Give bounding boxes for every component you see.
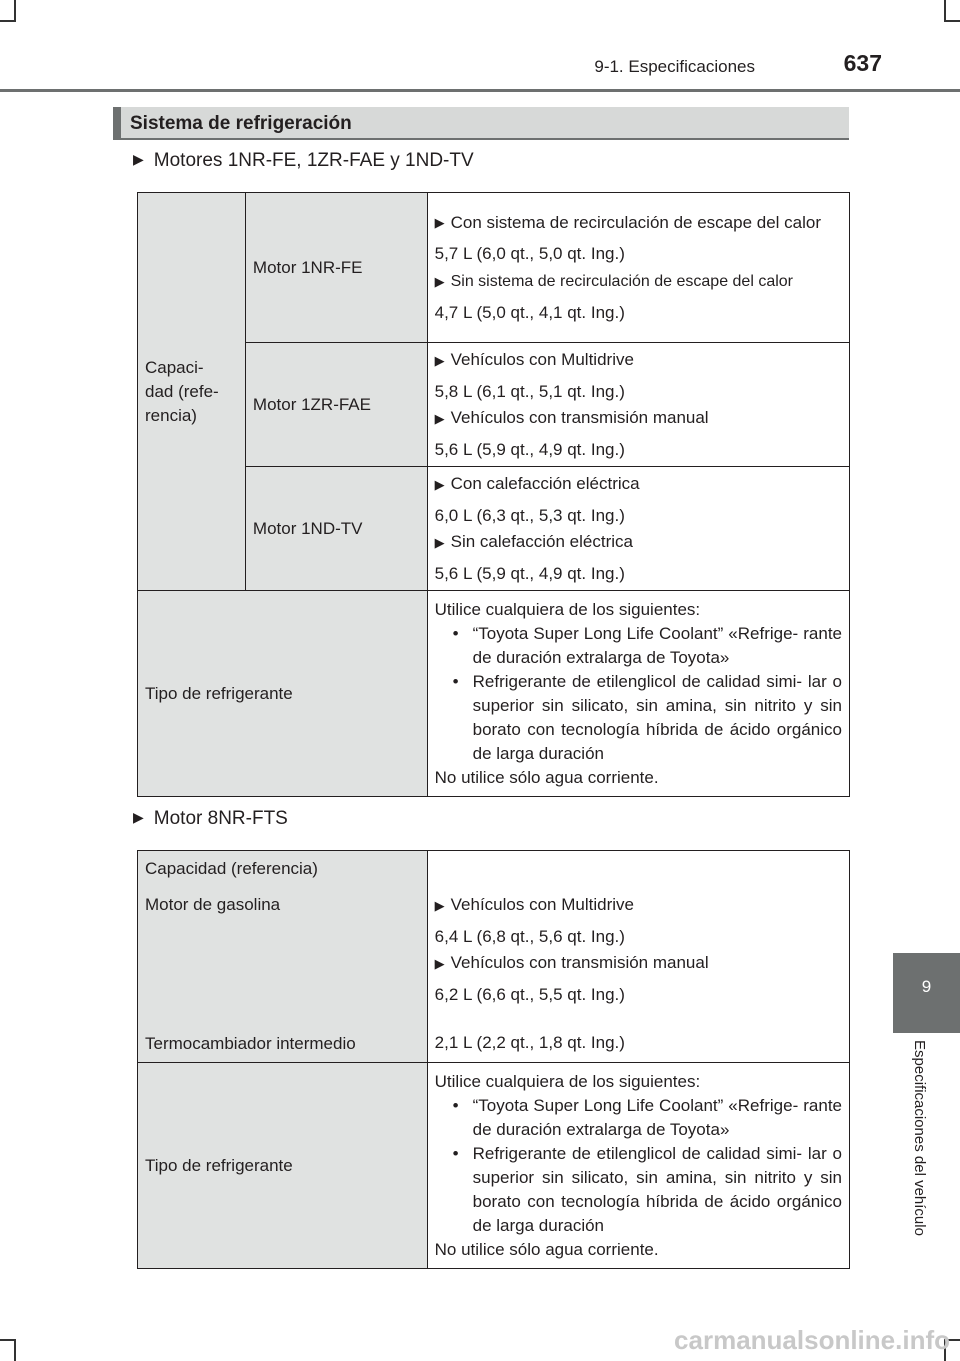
- coolant-type-label-cell: [138, 591, 428, 797]
- engine-name-cell: [245, 193, 427, 343]
- option-label: [435, 530, 842, 555]
- option-value: 5,6 L (5,9 qt., 4,9 qt. Ing.): [434, 563, 625, 583]
- watermark: carmanualsonline.info: [674, 1325, 950, 1355]
- engine-name: Motor 1ND-TV: [252, 518, 363, 538]
- coolant-type-label: Tipo de refrigerante: [145, 683, 293, 703]
- triangle-bullet-icon: ▶: [434, 214, 445, 230]
- option-value: 5,7 L (6,0 qt., 5,0 qt. Ing.): [434, 243, 625, 263]
- triangle-bullet-icon: ▶: [133, 809, 144, 825]
- coolant-bullet-text: Refrigerante de etilenglicol de calidad simi- lar o superior sin silicato, sin amina, sin nitrito y sin borato con tecnología híbrida de ácido orgánico de larga duración: [472, 671, 842, 763]
- coolant-bullet-text: “Toyota Super Long Life Coolant” «Refrige- rante de duración extralarga de Toyota»: [472, 623, 842, 667]
- option-value: 6,4 L (6,8 qt., 5,6 qt. Ing.): [434, 927, 625, 946]
- bullet-dot-icon: •: [452, 1095, 459, 1115]
- chapter-tab[interactable]: [893, 953, 960, 1033]
- coolant-table-1: [137, 192, 850, 797]
- coolant-bullet: [435, 1142, 842, 1238]
- crop-mark: [0, 20, 16, 22]
- coolant-bullet: [435, 1094, 842, 1142]
- triangle-bullet-icon: ▶: [434, 273, 445, 289]
- bullet-dot-icon: •: [452, 1143, 459, 1163]
- option-value: 5,8 L (6,1 qt., 5,1 qt. Ing.): [434, 381, 625, 401]
- option-value: 5,6 L (5,9 qt., 4,9 qt. Ing.): [434, 439, 625, 459]
- coolant-table-2: [137, 850, 850, 1269]
- coolant-bullet: [435, 622, 842, 670]
- capacity-label-line: Capaci-: [145, 357, 204, 377]
- coolant-bullet-text: Refrigerante de etilenglicol de calidad simi- lar o superior sin silicato, sin amina, sin nitrito y sin borato con tecnología híbrida de ácido orgánico de larga duración: [472, 1143, 842, 1235]
- coolant-type-cell: [427, 1063, 849, 1269]
- header-rule: [0, 89, 960, 92]
- coolant-type-label: Tipo de refrigerante: [145, 1155, 293, 1175]
- capacity-label: Capacidad (referencia): [145, 859, 318, 878]
- option-label-text: Sin sistema de recirculación de escape del calor: [450, 272, 794, 290]
- option-label-text: Sin calefacción eléctrica: [450, 531, 633, 551]
- triangle-bullet-icon: ▶: [133, 151, 144, 167]
- intercooler-label: Termocambiador intermedio: [145, 1034, 356, 1053]
- option-value: 4,7 L (5,0 qt., 4,1 qt. Ing.): [434, 302, 625, 322]
- section-title-text: Sistema de refrigeración: [130, 113, 352, 134]
- chapter-label: Especificaciones del vehículo: [911, 1040, 928, 1236]
- engine-capacity-cell: [427, 343, 849, 467]
- crop-mark: [944, 0, 946, 22]
- engine-name: Motor 1ZR-FAE: [252, 394, 371, 414]
- option-label-text: Vehículos con Multidrive: [450, 349, 634, 369]
- capacity-label-line: rencia): [145, 405, 197, 425]
- coolant-intro: Utilice cualquiera de los siguientes:: [434, 599, 701, 619]
- option-label-text: Con sistema de recirculación de escape del calor: [450, 212, 822, 232]
- intercooler-value: 2,1 L (2,2 qt., 1,8 qt. Ing.): [434, 1033, 625, 1052]
- triangle-bullet-icon: ▶: [434, 476, 445, 492]
- coolant-bullet-text: “Toyota Super Long Life Coolant” «Refrige- rante de duración extralarga de Toyota»: [472, 1095, 842, 1139]
- coolant-note: No utilice sólo agua corriente.: [434, 767, 659, 787]
- bullet-dot-icon: •: [452, 623, 459, 643]
- table2-heading: [133, 808, 288, 830]
- header-section-title: 9-1. Especificaciones: [594, 57, 755, 76]
- crop-mark: [944, 20, 960, 22]
- table1-heading: [133, 150, 474, 172]
- crop-mark: [14, 1339, 16, 1361]
- bullet-dot-icon: •: [452, 671, 459, 691]
- option-label-text: Vehículos con transmisión manual: [450, 407, 709, 427]
- triangle-bullet-icon: ▶: [434, 352, 445, 368]
- section-title: [113, 107, 849, 140]
- option-label: [435, 211, 842, 235]
- engine-name-cell: [245, 343, 427, 467]
- option-label-text: Vehículos con transmisión manual: [450, 953, 709, 972]
- engine-name: Motor 1NR-FE: [252, 257, 363, 277]
- triangle-bullet-icon: ▶: [434, 898, 445, 913]
- option-label: [435, 893, 842, 918]
- triangle-bullet-icon: ▶: [434, 956, 445, 971]
- option-label: [435, 951, 842, 976]
- chapter-number: 9: [921, 977, 932, 996]
- coolant-type-label-cell: [138, 1063, 428, 1269]
- option-label: [435, 406, 842, 431]
- coolant-note: No utilice sólo agua corriente.: [434, 1239, 659, 1259]
- capacity-label-line: dad (refe-: [145, 381, 219, 401]
- engine-capacity-cell: [427, 193, 849, 343]
- option-value: 6,2 L (6,6 qt., 5,5 qt. Ing.): [434, 985, 625, 1004]
- engine-name-cell: [245, 467, 427, 591]
- gasoline-engine-label: Motor de gasolina: [145, 895, 281, 914]
- triangle-bullet-icon: ▶: [434, 534, 445, 550]
- crop-mark: [14, 0, 16, 22]
- triangle-bullet-icon: ▶: [434, 410, 445, 426]
- option-label: [435, 472, 842, 497]
- coolant-intro: Utilice cualquiera de los siguientes:: [434, 1071, 701, 1091]
- option-label: [435, 270, 842, 294]
- engine-capacity-cell: [427, 467, 849, 591]
- option-label: [435, 348, 842, 373]
- option-value: 6,0 L (6,3 qt., 5,3 qt. Ing.): [434, 505, 625, 525]
- capacity-values-cell: [427, 851, 849, 1063]
- option-label-text: Con calefacción eléctrica: [450, 473, 640, 493]
- capacity-label-cell: [138, 851, 428, 1063]
- coolant-bullet: [435, 670, 842, 766]
- option-label-text: Vehículos con Multidrive: [450, 895, 634, 914]
- coolant-type-cell: [427, 591, 849, 797]
- table1-heading-text: Motores 1NR-FE, 1ZR-FAE y 1ND-TV: [153, 150, 474, 171]
- page-number: 637: [843, 50, 882, 76]
- capacity-label-cell: [138, 193, 246, 591]
- crop-mark: [0, 1339, 16, 1341]
- table2-heading-text: Motor 8NR-FTS: [153, 808, 288, 829]
